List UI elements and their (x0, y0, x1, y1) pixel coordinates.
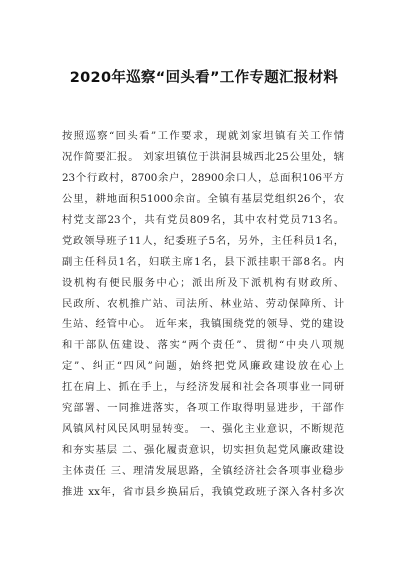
body-line: 定”、纠正“四风”问题，始终把党风廉政建设放在心上 (62, 360, 344, 373)
document-title: 2020年巡察“回头看”工作专题汇报材料 (69, 70, 339, 86)
body-line: 和干部队伍建设、落实“两个责任”、贯彻“中央八项规 (62, 339, 344, 352)
body-line: 公里，耕地面积51000余亩。全镇有基层党组织26个，农 (62, 192, 344, 205)
body-line: 风镇风村风民风明显转变。 一、强化主业意识，不断规范 (62, 423, 344, 436)
document-body (62, 126, 344, 503)
body-line: 设机构有便民服务中心；派出所及下派机构有财政所、 (62, 276, 344, 289)
body-line: 副主任科员1名，妇联主席1名，县下派挂职干部8名。内 (62, 255, 344, 268)
body-line: 23个行政村，8700余户，28900余口人，总面积106平方 (62, 171, 344, 184)
body-line: 究部署、一同推进落实，各项工作取得明显进步，干部作 (62, 402, 344, 415)
body-line: 扛在肩上、抓在手上，与经济发展和社会各项事业一同研 (62, 381, 344, 394)
body-line: 党政领导班子11人，纪委班子5名，另外，主任科员1名， (62, 234, 344, 247)
body-line: 民政所、农机推广站、司法所、林业站、劳动保障所、计 (62, 297, 344, 310)
body-line: 况作简要汇报。 刘家坦镇位于洪洞县城西北25公里处，辖 (62, 150, 344, 163)
body-line: 生站、经管中心。 近年来，我镇围绕党的领导、党的建设 (62, 318, 344, 331)
body-line: 推进 xx年，省市县乡换届后，我镇党政班子深入各村多次 (62, 485, 344, 498)
body-line: 主体责任 三、理清发展思路，全镇经济社会各项事业稳步 (62, 465, 344, 477)
body-line: 村党支部23个，共有党员809名，其中农村党员713名。 (62, 213, 344, 226)
body-line: 按照巡察“回头看”工作要求，现就刘家坦镇有关工作情 (62, 130, 344, 142)
body-line: 和夯实基层 二、强化履责意识，切实担负起党风廉政建设 (62, 444, 344, 457)
